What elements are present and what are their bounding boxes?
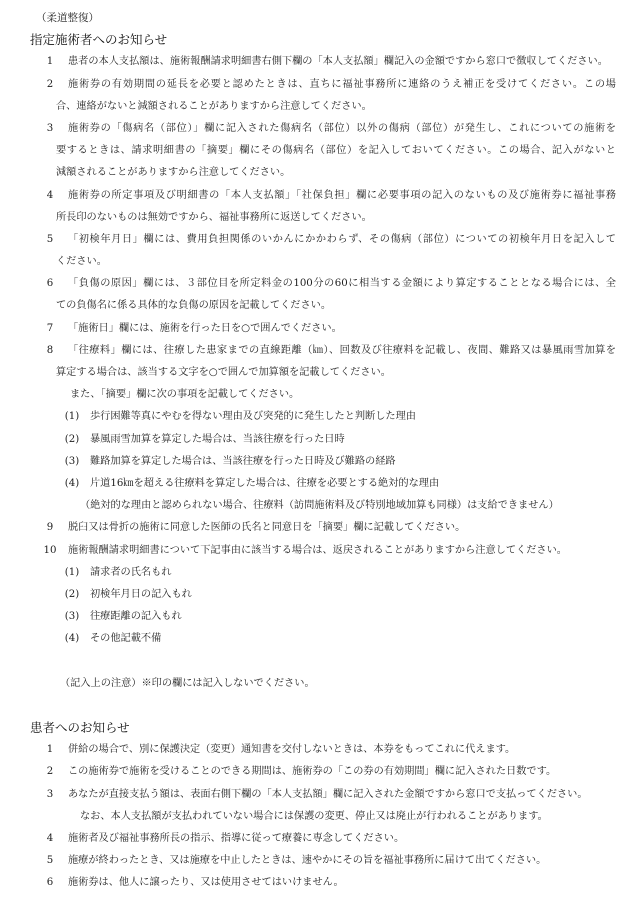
item-number: 4 xyxy=(46,189,54,201)
item-text-line: 施術券の所定事項及び明細書の「本人支払額」「社保負担」欄に必要事項の記入のないもの及び施術券に福祉事務 xyxy=(68,189,616,201)
entry-note: （記入上の注意）※印の欄には記入しないでください。 xyxy=(60,677,315,689)
practitioner-item-1 xyxy=(0,51,630,73)
item-line-row xyxy=(0,118,630,140)
subitem-text: 片道16㎞を超える往療料を算定した場合は、往療を必要とする絶対的な理由 xyxy=(90,477,440,489)
item-text-line: ください。 xyxy=(56,256,107,268)
practitioner-item-7 xyxy=(0,318,630,340)
item-text-line: 減額されることがありますから注意してください。 xyxy=(56,167,291,179)
item-number: 1 xyxy=(46,56,54,68)
item-line-row xyxy=(0,540,630,562)
subitem-text: 歩行困難等真にやむを得ない理由及び突発的に発生したと判断した理由 xyxy=(90,411,416,423)
item-text-line: 施術報酬請求明細書について下記事由に該当する場合は、返戻されることがありますから注意してください。 xyxy=(68,544,567,556)
item-line-row xyxy=(0,273,630,295)
subitem-row xyxy=(0,473,630,495)
subnote-row xyxy=(0,495,630,517)
blank-line xyxy=(0,695,630,717)
item-line-row xyxy=(0,207,630,229)
subitem-row xyxy=(0,406,630,428)
item-number: 6 xyxy=(46,278,54,290)
item-number: 4 xyxy=(46,832,54,844)
item-followup-text: なお、本人支払額が支払われていない場合には保護の変更、停止又は廃止が行われることがあります。 xyxy=(80,810,548,822)
item-line-row xyxy=(0,51,630,73)
item-text-line: 施療が終わったとき、又は施療を中止したときは、速やかにその旨を福祉事務所に届けて出てください。 xyxy=(68,855,547,867)
subitem-row xyxy=(0,606,630,628)
item-text-line: 施術券の有効期間の延長を必要と認めたときは、直ちに福祉事務所に連絡のうえ補正を受けてください。この場 xyxy=(68,78,616,90)
item-text-line: 「往療料」欄には、往療した患家までの直線距離（㎞）、回数及び往療料を記載し、夜間、難路又は暴風雨雪加算を xyxy=(68,344,616,356)
practitioner-item-6 xyxy=(0,273,630,317)
practitioner-item-3 xyxy=(0,118,630,185)
subitem-number: (2) xyxy=(64,433,80,445)
item-number: 2 xyxy=(46,766,54,778)
patient-notice-heading: 患者へのお知らせ xyxy=(30,720,130,735)
patient-heading-row xyxy=(0,717,630,739)
subitem-number: (1) xyxy=(64,566,80,578)
item-number: 6 xyxy=(46,877,54,889)
item-text-line: 施術者及び福祉事務所長の指示、指導に従って療養に専念してください。 xyxy=(68,832,405,844)
item-text-line: 合、連絡がないと減額されることがありますから注意してください。 xyxy=(56,100,372,112)
item-number: 9 xyxy=(46,522,54,534)
item-text-line: 患者の本人支払額は、施術報酬請求明細書右側下欄の「本人支払額」欄記入の金額ですから窓口で徴収してください。 xyxy=(68,56,608,68)
patient-item-4 xyxy=(0,828,630,850)
patient-item-2 xyxy=(0,761,630,783)
item-number: 1 xyxy=(46,744,54,756)
item-text-line: 施術券の「傷病名（部位）」欄に記入された傷病名（部位）以外の傷病（部位）が発生し、これについての施術を xyxy=(68,122,616,134)
item-text-line: 「負傷の原因」欄には、３部位目を所定料金の100分の60に相当する金額により算定することとなる場合には、全 xyxy=(68,278,616,290)
item-line-row xyxy=(0,229,630,251)
item-number: 3 xyxy=(46,122,54,134)
item-line-row xyxy=(0,295,630,317)
subitem-text: 暴風雨雪加算を算定した場合は、当該往療を行った日時 xyxy=(90,433,345,445)
item-line-row xyxy=(0,162,630,184)
item-line-row xyxy=(0,784,630,806)
practitioner-notice xyxy=(0,29,630,650)
item-line-row xyxy=(0,74,630,96)
item-text-line: 併給の場合で、別に保護決定（変更）通知書を交付しないときは、本券をもってこれに代えます。 xyxy=(68,744,516,756)
item-number: 8 xyxy=(46,344,54,356)
item-number: 2 xyxy=(46,78,54,90)
patient-notice xyxy=(0,717,630,895)
item-text-line: この施術券で施術を受けることのできる期間は、施術券の「この券の有効期間」欄に記入された日数です。 xyxy=(68,766,557,778)
subitem-row xyxy=(0,628,630,650)
subitem-number: (4) xyxy=(64,477,80,489)
category-row xyxy=(0,7,630,29)
patient-item-1 xyxy=(0,739,630,761)
item-line-row xyxy=(0,318,630,340)
practitioner-item-4 xyxy=(0,185,630,229)
item-number: 5 xyxy=(46,233,54,245)
item-line-row xyxy=(0,517,630,539)
item-text-line: ての負傷名に係る具体的な負傷の原因を記載してください。 xyxy=(56,300,332,312)
item-text-line: 要するときは、請求明細書の「摘要」欄にその傷病名（部位）を記入しておいてください。この場合、記入がないと xyxy=(56,145,616,157)
item-number: 5 xyxy=(46,855,54,867)
item-followup-text: また、「摘要」欄に次の事項を記載してください。 xyxy=(70,389,300,401)
item-text-line: 脱臼又は骨折の施術に同意した医師の氏名と同意日を「摘要」欄に記載してください。 xyxy=(68,522,466,534)
practitioner-item-5 xyxy=(0,229,630,273)
practitioner-notice-heading: 指定施術者へのお知らせ xyxy=(30,32,168,48)
item-line-row xyxy=(0,340,630,362)
item-line-row xyxy=(0,362,630,384)
subitem-number: (3) xyxy=(64,611,80,623)
item-line-row xyxy=(0,96,630,118)
subitem-text: 難路加算を算定した場合は、当該往療を行った日時及び難路の経路 xyxy=(90,455,396,467)
item-line-row xyxy=(0,251,630,273)
subitem-text: 請求者の氏名もれ xyxy=(90,566,172,578)
item-text-line: 施術券は、他人に譲ったり、又は使用させてはいけません。 xyxy=(68,877,344,889)
practitioner-heading-row xyxy=(0,29,630,51)
item-line-row xyxy=(0,185,630,207)
item-followup-row xyxy=(0,384,630,406)
patient-item-6 xyxy=(0,872,630,894)
subitem-number: (2) xyxy=(64,588,80,600)
practitioner-item-10 xyxy=(0,540,630,651)
subitem-row xyxy=(0,584,630,606)
practitioner-item-9 xyxy=(0,517,630,539)
patient-item-5 xyxy=(0,850,630,872)
blank-line xyxy=(0,650,630,672)
item-number: 7 xyxy=(46,322,54,334)
item-text-line: 「施術日」欄には、施術を行った日を○で囲んでください。 xyxy=(68,322,342,334)
subitem-text: 初検年月日の記入もれ xyxy=(90,588,192,600)
subitem-row xyxy=(0,562,630,584)
item-followup-row xyxy=(0,806,630,828)
entry-note-row xyxy=(0,673,630,695)
subitem-number: (4) xyxy=(64,633,80,645)
item-text-line: 「初検年月日」欄には、費用負担関係のいかんにかかわらず、その傷病（部位）についての初検年月日を記入して xyxy=(68,233,616,245)
subitem-text: 往療距離の記入もれ xyxy=(90,611,182,623)
item-number: 3 xyxy=(46,788,54,800)
subitem-row xyxy=(0,429,630,451)
subitem-text: その他記載不備 xyxy=(90,633,162,645)
subitem-row xyxy=(0,451,630,473)
practitioner-item-8 xyxy=(0,340,630,518)
subitem-number: (3) xyxy=(64,455,80,467)
patient-item-3 xyxy=(0,784,630,828)
subnote-text: （絶対的な理由と認められない場合、往療料（訪問施術料及び特別地域加算も同様）は支給できません） xyxy=(80,500,559,512)
item-text-line: 所長印のないものは無効ですから、福祉事務所に返送してください。 xyxy=(56,211,372,223)
category-label: （柔道整復） xyxy=(36,12,99,24)
practitioner-item-2 xyxy=(0,74,630,118)
item-text-line: 算定する場合は、該当する文字を○で囲んで加算額を記載してください。 xyxy=(56,367,391,378)
subitem-number: (1) xyxy=(64,411,80,423)
item-text-line: あなたが直接支払う額は、表面右側下欄の「本人支払額」欄に記入された金額ですから窓口で支払ってください。 xyxy=(68,788,588,800)
item-line-row xyxy=(0,140,630,162)
item-number: 10 xyxy=(43,544,57,556)
